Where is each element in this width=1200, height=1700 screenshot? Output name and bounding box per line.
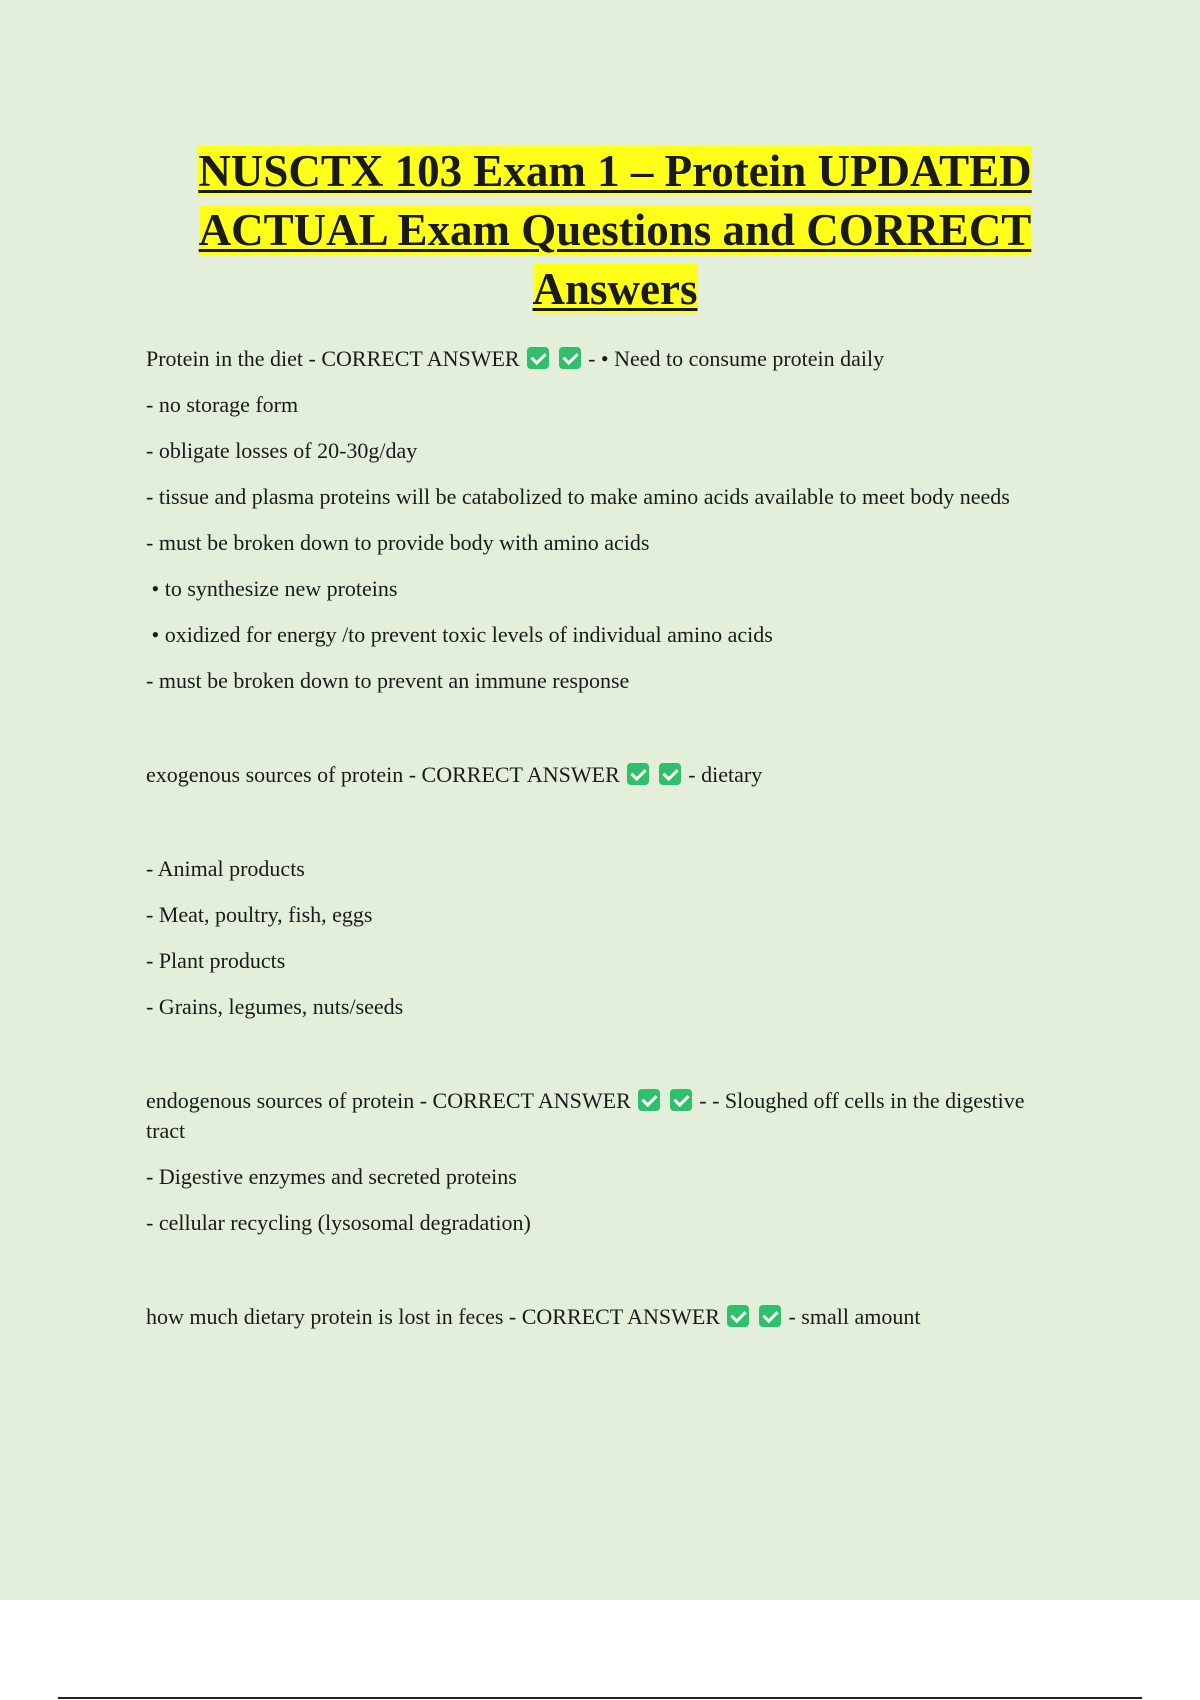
check-box-icon [527, 347, 549, 369]
answer-line: - Grains, legumes, nuts/seeds [146, 994, 404, 1019]
check-box-icon [559, 347, 581, 369]
answer-line: - Meat, poultry, fish, eggs [146, 902, 373, 927]
answer-line: - cellular recycling (lysosomal degradation) [146, 1210, 531, 1235]
document-body [146, 344, 1046, 1348]
question-text: endogenous sources of protein - CORRECT ANSWER [146, 1088, 631, 1113]
answer-text: - - Sloughed off cells in the digestive tract [146, 1088, 1031, 1143]
document-title-text: NUSCTX 103 Exam 1 – Protein UPDATED ACTUAL Exam Questions and CORRECT Answers [198, 146, 1032, 314]
answer-line: • oxidized for energy /to prevent toxic levels of individual amino acids [146, 622, 773, 647]
answer-text: - • Need to consume protein daily [588, 346, 885, 371]
question-text: exogenous sources of protein - CORRECT ANSWER [146, 762, 620, 787]
check-box-icon [759, 1305, 781, 1327]
footer-divider [58, 1697, 1142, 1699]
qa-line [146, 760, 1046, 790]
answer-line: - no storage form [146, 392, 299, 417]
question-text: how much dietary protein is lost in feces - CORRECT ANSWER [146, 1304, 720, 1329]
check-box-icon [727, 1305, 749, 1327]
answer-line: - Digestive enzymes and secreted proteins [146, 1164, 517, 1189]
qa-line [146, 1086, 1046, 1146]
check-box-icon [627, 763, 649, 785]
answer-line: - must be broken down to prevent an immune response [146, 668, 630, 693]
answer-line: - Animal products [146, 856, 305, 881]
answer-line: - obligate losses of 20-30g/day [146, 438, 418, 463]
check-box-icon [638, 1089, 660, 1111]
document-title [130, 142, 1100, 319]
answer-line: - must be broken down to provide body with amino acids [146, 530, 650, 555]
check-box-icon [670, 1089, 692, 1111]
check-box-icon [659, 763, 681, 785]
spacer [146, 1038, 1046, 1086]
answer-text: - dietary [688, 762, 763, 787]
qa-line [146, 344, 1046, 374]
answer-line: • to synthesize new proteins [146, 576, 398, 601]
answer-text: - small amount [788, 1304, 921, 1329]
question-text: Protein in the diet - CORRECT ANSWER [146, 346, 520, 371]
qa-line [146, 1302, 1046, 1332]
spacer [146, 1254, 1046, 1302]
answer-line: - tissue and plasma proteins will be catabolized to make amino acids available to meet body needs [146, 484, 1010, 509]
answer-line: - Plant products [146, 948, 286, 973]
spacer [146, 806, 1046, 854]
spacer [146, 712, 1046, 760]
